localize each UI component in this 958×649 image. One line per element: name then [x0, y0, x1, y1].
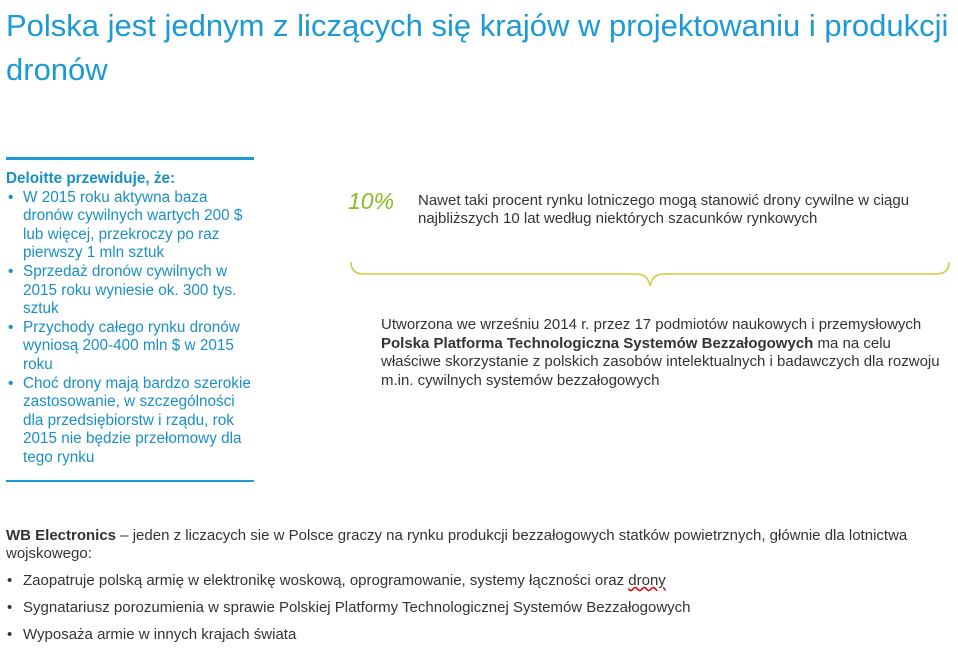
item-text: Zaopatruje polską armię w elektronikę woskową, oprogramowanie, systemy łączności oraz: [23, 572, 629, 589]
wb-section: [6, 527, 951, 644]
page-title: Polska jest jednym z liczących się krajów w projektowaniu i produkcji dronów: [6, 8, 949, 87]
list-item: • Choć drony mają bardzo szerokie zastosowanie, w szczególności dla przedsiębiorstw i rządu, rok 2015 nie będzie przełomowy dla tego rynku: [6, 375, 254, 468]
spellcheck-word: drony: [628, 572, 666, 589]
list-item: • Sygnatariusz porozumienia w sprawie Polskiej Platformy Technologicznej Systemów Bezzałogowych: [6, 599, 951, 617]
list-item: • Przychody całego rynku dronów wyniosą 200-400 mln $ w 2015 roku: [6, 319, 254, 375]
stat-value: 10%: [348, 188, 395, 214]
platform-paragraph: [381, 316, 941, 390]
platform-text: Utworzona we wrześniu 2014 r. przez 17 podmiotów naukowych i przemysłowych: [381, 316, 922, 333]
stat-text: Nawet taki procent rynku lotniczego mogą stanowić drony cywilne w ciągu najbliższych 10 lat według niektórych szacunków rynkowych: [418, 192, 910, 227]
deloitte-box: [6, 157, 254, 482]
brace-divider: [350, 260, 950, 288]
list-item: • Sprzedaż dronów cywilnych w 2015 roku wyniesie ok. 300 tys. sztuk: [6, 263, 254, 319]
platform-text-end: ma na celu właściwe skorzystanie z polskich zasobów intelektualnych i badawczych dla rozwoju m.in. cywilnych systemów bezzałogowych: [381, 334, 940, 389]
wb-name: WB Electronics: [6, 527, 117, 544]
wb-list: [6, 572, 951, 644]
wb-intro-text: – jeden z liczacych sie w Polsce graczy na rynku produkcji bezzałogowych statków powietrznych, głównie dla lotnictwa wojskowego:: [6, 527, 908, 562]
list-item: • W 2015 roku aktywna baza dronów cywilnych wartych 200 $ lub więcej, przekroczy po raz pierwszy 1 mln sztuk: [6, 189, 254, 263]
list-item: [6, 572, 951, 590]
list-item: • Wyposaża armie w innych krajach świata: [6, 626, 951, 644]
deloitte-heading: Deloitte przewiduje, że:: [6, 170, 176, 187]
platform-name: Polska Platforma Technologiczna Systemów Bezzałogowych: [381, 334, 814, 352]
deloitte-list: [6, 189, 254, 468]
wb-intro: [6, 527, 951, 563]
